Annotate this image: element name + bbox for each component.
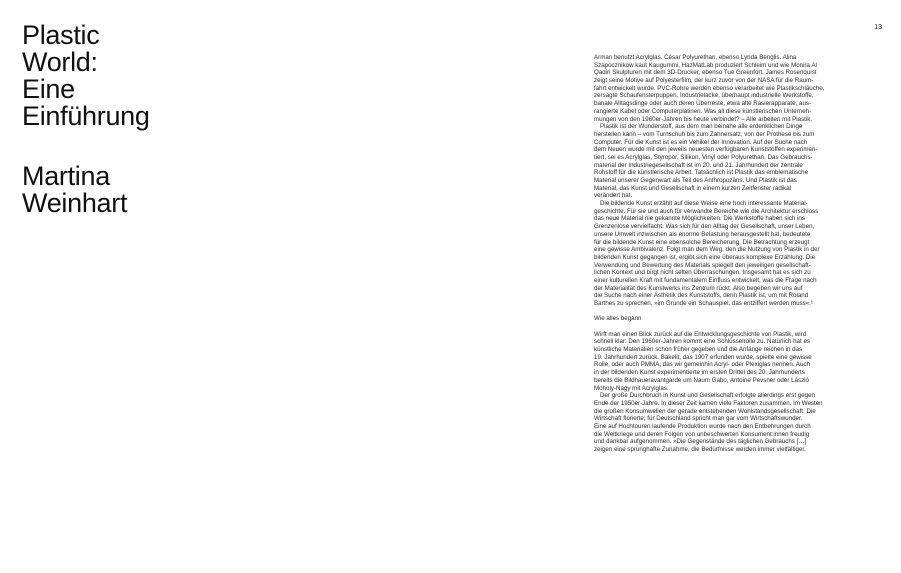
text-line: Rohstoff für die künstlerische Arbeit. Tatsächlich ist Plastik das emblematische bbox=[594, 169, 809, 177]
text-line: das neue Material nie gekannte Möglichkeiten. Die Werkstoffe haben sich ins bbox=[594, 215, 805, 223]
right-page bbox=[450, 0, 901, 573]
text-line: künstliche Materialien schon früher gegeben und die Anfänge reichen in das bbox=[594, 346, 803, 354]
text-line: die Suche nach einer Ästhetik des Kunststoffs, denn Plastik ist, um mit Roland bbox=[594, 292, 809, 300]
text-line: Verwendung und Bewertung des Materials spiegelt den jeweiligen gesellschaft- bbox=[594, 261, 811, 269]
text-line: material der Industriegesellschaft ist im 20. und 21. Jahrhundert der zentrale bbox=[594, 161, 803, 169]
text-line: fahrt entwickelt wurde. PVC-Rohre werden ebenso verarbeitet wie Plastikschläuche, bbox=[594, 84, 825, 92]
chapter-title bbox=[22, 22, 150, 130]
text-line: rangierte Kabel oder Computerplatinen. Was all diese künstlerischen Unterneh- bbox=[594, 107, 812, 115]
text-line: Plastik ist der Wunderstoff, aus dem man beinahe alle erdenklichen Dinge bbox=[600, 123, 803, 131]
text-line: Computer. Für die Kunst ist es ein Vehikel der Innovation. Auf der Suche nach bbox=[594, 138, 808, 146]
text-line: Grenzenlose vervielfacht. Was sich für den Alltag der Gesellschaft, unser Leben, bbox=[594, 223, 815, 231]
text-line: unsere Umwelt inzwischen als enorme Belastung herausgestellt hat, bedeutete bbox=[594, 230, 811, 238]
text-line: der Materialität des Kunstwerks ins Zentrum rückt. Also begeben wir uns auf bbox=[594, 284, 803, 292]
text-line: lichen Kontext und birgt nicht selten Überraschungen. Insgesamt hat es sich zu bbox=[594, 269, 811, 277]
text-line: Wirtschaft florierte; für Deutschland spricht man gar vom Wirtschaftswunder. bbox=[594, 415, 803, 423]
text-line: Qadiri Skulpturen mit dem 3D-Drucker, ebenso Tue Greenfort. James Rosenquist bbox=[594, 69, 817, 77]
text-line: die großen Konsumwellen der gerade entstehenden Wohlstandsgesellschaft. Die bbox=[594, 407, 816, 415]
text-line: in der bildenden Kunst experimentierte im ersten Drittel des 20. Jahrhunderts bbox=[594, 369, 805, 377]
title-line: Plastic bbox=[22, 20, 100, 50]
text-line: Der große Durchbruch in Kunst und Gesellschaft erfolgte allerdings erst gegen bbox=[600, 392, 815, 400]
text-line: Material unserer Gegenwart als Teil des Anthropozäns. Und Plastik ist das bbox=[594, 177, 797, 184]
text-line: schnell klar: Den 1960er-Jahren kommt eine Schlüsselrolle zu. Natürlich hat es bbox=[594, 338, 810, 346]
text-line: 19. Jahrhundert zurück. Bakelit, das 1907 erfunden wurde, spielte eine gewisse bbox=[594, 353, 812, 361]
page-number: 13 bbox=[874, 24, 882, 31]
text-line: Rolle, oder auch PMMA, das wir gemeinhin Acryl- oder Plexiglas nennen. Auch bbox=[594, 361, 810, 369]
text-line: geschichte. Für sie und auch für verwandte Bereiche wie die Architektur erschloss bbox=[594, 207, 819, 215]
text-line: die Weltkriege und deren Folgen von unbeschwerten Konsument:innen freudig bbox=[594, 430, 810, 438]
text-line: tiert, sei es Acrylglas, Styropor, Silikon, Vinyl oder Polyurethan. Das Gebrauchs- bbox=[594, 153, 813, 161]
left-page bbox=[0, 0, 450, 573]
text-line: mungen von den 1960er-Jahren bis heute verbindet? – Alle arbeiten mit Plastik. bbox=[594, 115, 813, 123]
text-line: zeigen eine sprunghafte Zunahme, die Bedürfnisse werden immer vielfältiger, bbox=[594, 446, 806, 454]
title-line: Einführung bbox=[22, 101, 150, 131]
text-line: Moholy-Nagy mit Acrylglas. bbox=[594, 384, 669, 392]
title-line: World: bbox=[22, 47, 98, 77]
text-line: Szapocznikow kaut Kaugummi, HazMatLab produziert Schleim und wie Monira Al bbox=[594, 61, 817, 69]
body-text bbox=[594, 54, 862, 454]
text-line: einer kulturellen Kraft mit fundamentalem Einfluss entwickelt, was die Frage nach bbox=[594, 276, 817, 284]
text-line: herstellen kann – vom Turnschuh bis zum Zahnersatz, von der Prothese bis zum bbox=[594, 130, 815, 138]
paragraph-gap bbox=[594, 323, 862, 331]
text-line: dem Neuen wurde mit den jeweils neuesten verfügbaren Kunststoffen experimen- bbox=[594, 146, 818, 154]
text-line: Die bildende Kunst erzählt auf diese Weise eine hoch interessante Material- bbox=[600, 200, 808, 208]
title-line: Eine bbox=[22, 74, 75, 104]
author-line: Weinhart bbox=[22, 188, 128, 218]
text-line: bereits die Bildhaueravantgarde um Naum Gabo, Antoine Pevsner oder László bbox=[594, 376, 809, 384]
text-line: eine gewisse Ambivalenz. Folgt man dem Weg, den die Nutzung von Plastik in der bbox=[594, 246, 820, 254]
text-line: Eine auf Hochtouren laufende Produktion wurde nach den Entbehrungen durch bbox=[594, 422, 811, 430]
author-name bbox=[22, 163, 127, 217]
text-line: Barthes zu sprechen, »im Grunde ein Schauspiel, das entziffert werden muss«.¹ bbox=[594, 300, 813, 307]
text-line: verändert hat. bbox=[594, 192, 633, 200]
text-line: bildenden Kunst gegangen ist, ergibt sich eine überaus komplexe Erzählung. Die bbox=[594, 253, 816, 261]
paragraph-gap bbox=[594, 308, 862, 316]
text-line: banale Alltagsdinge oder auch deren Überreste, etwa alte Rasierapparate, aus- bbox=[594, 100, 812, 108]
text-line: für die bildende Kunst eine ebensolche Bereicherung. Die Betrachtung erzeugt bbox=[594, 238, 810, 246]
author-line: Martina bbox=[22, 161, 110, 191]
text-line: zersägte Schaufensterpuppen, Industrielacke, überhaupt industrielle Werkstoffe, bbox=[594, 92, 814, 100]
text-line: Wirft man einen Blick zurück auf die Entwicklungsgeschichte von Plastik, wird bbox=[594, 330, 807, 338]
text-line: Arman benutzt Acrylglas. César Polyurethan, ebenso Lynda Benglis. Alina bbox=[594, 54, 797, 61]
text-line: Material, das Kunst und Gesellschaft in einem kurzen Zeitfenster radikal bbox=[594, 184, 792, 192]
text-line: Ende der 1950er-Jahre. In dieser Zeit kamen viele Faktoren zusammen. Im Westen bbox=[594, 399, 823, 407]
text-line: und dankbar aufgenommen. »Die Gegenstände des täglichen Gebrauchs […] bbox=[594, 438, 807, 446]
text-line: zeigt seine Motive auf Polyesterfilm, der kurz zuvor von der NASA für die Raum- bbox=[594, 77, 814, 85]
section-heading: Wie alles begann bbox=[594, 315, 642, 323]
